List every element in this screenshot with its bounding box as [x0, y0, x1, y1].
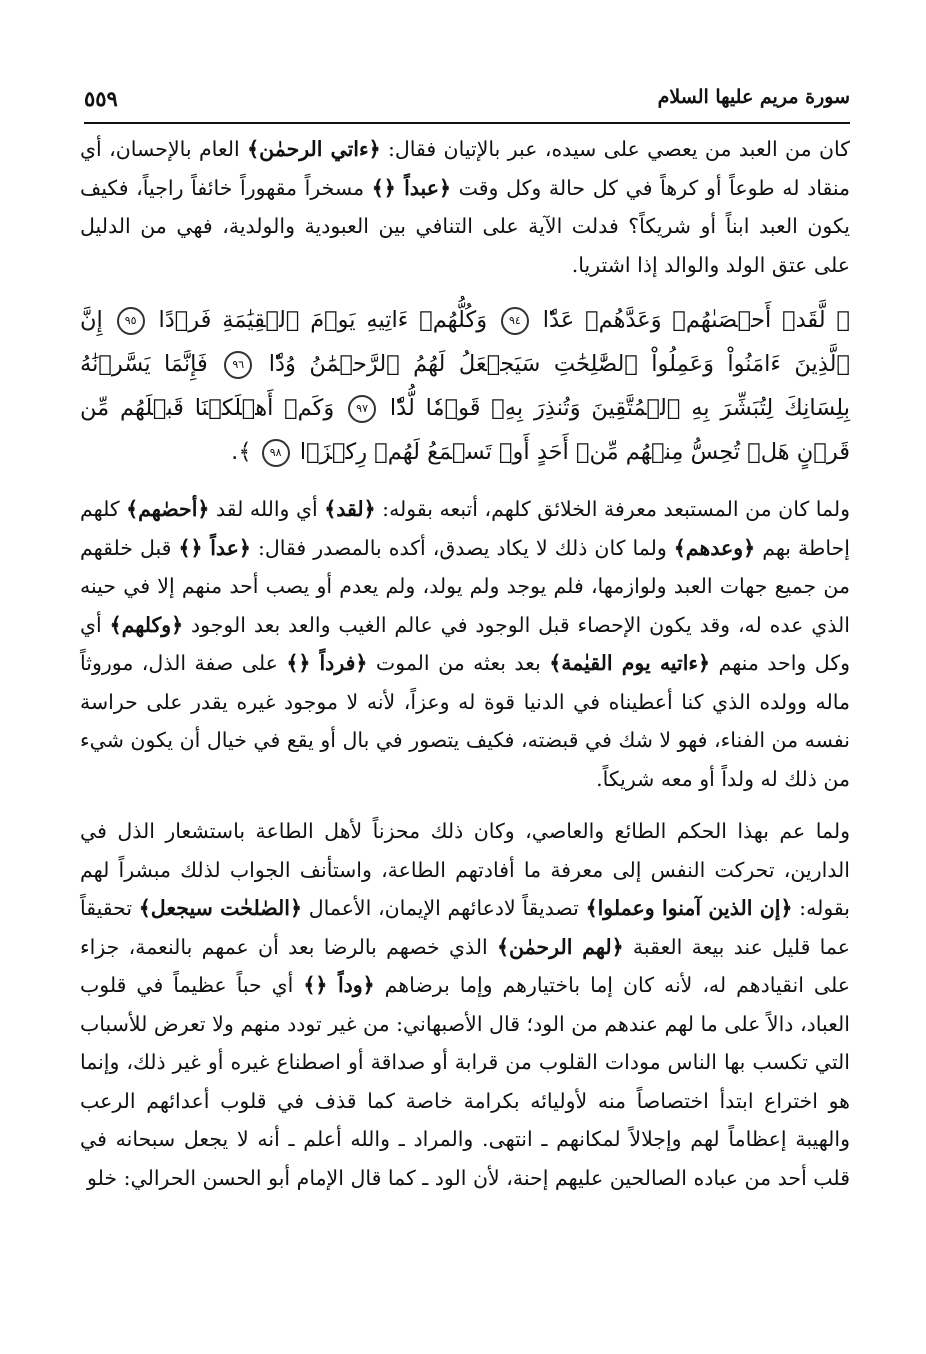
- running-head: سورة مريم عليها السلام: [657, 86, 850, 108]
- quoted-quran-term: ﴿الصٰلحٰت سيجعل﴾: [138, 896, 303, 920]
- text-run: فَإِنَّمَا يَسَّرۡنَٰهُ بِلِسَانِكَ لِتُبَشِّرَ بِهِ ٱلۡمُتَّقِينَ وَتُنذِرَ بِهِۦ قَوۡمٗا لُّدّٗا: [80, 351, 850, 421]
- text-run: ولما عم بهذا الحكم الطائع والعاصي، وكان ذلك محزناً لأهل الطاعة باستشعار الذل في الدارين، تحركت النفس إلى معرفة ما أفادتهم الطاعة، واستأنف الجواب لذلك مبشراً لهم بقوله:: [80, 819, 850, 920]
- quoted-quran-term: ﴿عداً ﴿﴾: [178, 535, 251, 560]
- quoted-quran-term: ﴿وعدهم﴾: [673, 535, 756, 560]
- quoted-quran-term: ﴿وكلهم﴾: [109, 612, 184, 637]
- ayah-number-marker: ٩٥: [117, 307, 145, 335]
- text-run: العام بالإحسان، أي منقاد له طوعاً أو كرهاً في كل حالة وكل وقت: [80, 137, 851, 200]
- text-run: وَكُلُّهُمۡ ءَاتِيهِ يَوۡمَ ٱلۡقِيَٰمَةِ فَرۡدًا: [147, 307, 498, 333]
- paragraph-1: [80, 130, 850, 284]
- text-run: تحقيقاً عما قليل عند بيعة العقبة: [80, 896, 850, 959]
- text-run: أي والله لقد: [209, 497, 325, 521]
- quoted-quran-term: ﴿ءاتيه يوم القيٰمة﴾: [549, 651, 711, 675]
- text-run: ﴿ لَّقَدۡ أَحۡصَىٰهُمۡ وَعَدَّهُمۡ عَدّٗا: [531, 307, 850, 333]
- text-run: إِنَّ ٱلَّذِينَ ءَامَنُواْ وَعَمِلُواْ ٱلصَّٰلِحَٰتِ سَيَجۡعَلُ لَهُمُ ٱلرَّحۡمَٰنُ وُدّٗا: [80, 307, 850, 377]
- text-run: بعد بعثه من الموت: [367, 651, 550, 675]
- quoted-quran-term: ﴿فرداً ﴿﴾: [286, 651, 368, 675]
- page-number: ٥٥٩: [84, 86, 118, 111]
- ayah-number-marker: ٩٧: [348, 395, 376, 423]
- text-run: تصديقاً لادعائهم الإيمان، الأعمال: [302, 896, 586, 920]
- quran-verse-block: [80, 298, 850, 474]
- quoted-quran-term: ﴿إن الذين آمنوا وعملوا﴾: [585, 896, 793, 920]
- text-run: قبل خلقهم من جميع جهات العبد ولوازمها، فلم يوجد ولم يولد، ولم يعدم أو يصب أحد منهم إلا في حينه الذي عده له، وقد يكون الإحصاء قبل الوجود في عالم الغيب والعد بعد الوجود: [80, 535, 850, 637]
- text-run: الذي خصهم بالرضا بعد أن عمهم بالنعمة، جزاء على انقيادهم له، لأنه كان إما باختيارهم وإما برضاهم: [80, 934, 850, 997]
- text-run: على صفة الذل، موروثاً ماله وولده الذي كنا أعطيناه في الدنيا قوة له وعزاً، لأنه لا موجود غيره يقدر على حراسة نفسه من الفناء، فهو لا شك في قبضته، فكيف يتصور في بال أو يقع في خيال أن يكون شيء من ذلك له ولداً أو معه شريكاً.: [80, 651, 850, 791]
- quoted-quran-term: ﴿عبداً ﴿﴾: [371, 175, 451, 200]
- text-run: ﴾.: [231, 439, 259, 465]
- ayah-number-marker: ٩٨: [262, 439, 290, 467]
- quoted-quran-term: ﴿وداً ﴿﴾: [303, 973, 375, 997]
- text-run: كلهم إحاطة بهم: [80, 497, 850, 560]
- ayah-number-marker: ٩٤: [501, 307, 529, 335]
- ayah-number-marker: ٩٦: [224, 351, 252, 379]
- page-header: [84, 82, 850, 124]
- text-run: ولما كان ذلك لا يكاد يصدق، أكده بالمصدر فقال:: [250, 535, 674, 560]
- paragraph-2: [80, 490, 850, 798]
- quoted-quran-term: ﴿لهم الرحمٰن﴾: [497, 934, 624, 959]
- paragraph-3: [80, 812, 850, 1197]
- text-run: أي حباً عظيماً في قلوب العباد، دالاً على ما لهم عندهم من الود؛ قال الأصبهاني: من غير تودد منهم ولا تعرض للأسباب التي تكسب بها الناس مودات القلوب من قرابة أو صداقة أو اصطناع غيره أو غير ذلك، وإنما هو اختراع ابتدأ اختصاصاً منه لأوليائه بكرامة خاصة كما قذف في قلوب أعدائهم الرعب والهيبة إعظاماً لهم وإجلالاً لمكانهم ـ انتهى. والمراد ـ والله أعلم ـ أنه لا يجعل سبحانه في قلب أحد من عباده الصالحين عليهم إحنة، لأن الود ـ كما قال الإمام أبو الحسن الحرالي: خلو: [80, 973, 850, 1190]
- page-body: [80, 130, 850, 1197]
- text-run: كان من العبد من يعصي على سيده، عبر بالإتيان فقال:: [380, 137, 851, 161]
- quoted-quran-term: ﴿ءاتي الرحمٰن﴾: [247, 137, 381, 161]
- quoted-quran-term: ﴿أحصٰهم﴾: [126, 497, 210, 521]
- quoted-quran-term: ﴿لقد﴾: [324, 497, 376, 521]
- text-run: أي وكل واحد منهم: [80, 612, 850, 675]
- text-run: مسخراً مقهوراً خائفاً راجياً، فكيف يكون العبد ابناً أو شريكاً؟ فدلت الآية على التنافي بين العبودية والولدية، فهي من الدليل على عتق الولد والوالد إذا اشتريا.: [80, 175, 850, 277]
- text-run: ولما كان من المستبعد معرفة الخلائق كلهم، أتبعه بقوله:: [375, 497, 850, 521]
- text-run: وَكَمۡ أَهۡلَكۡنَا قَبۡلَهُم مِّن قَرۡنٍ هَلۡ تُحِسُّ مِنۡهُم مِّنۡ أَحَدٍ أَوۡ تَسۡمَعُ لَهُمۡ رِكۡزَۢا: [80, 395, 850, 465]
